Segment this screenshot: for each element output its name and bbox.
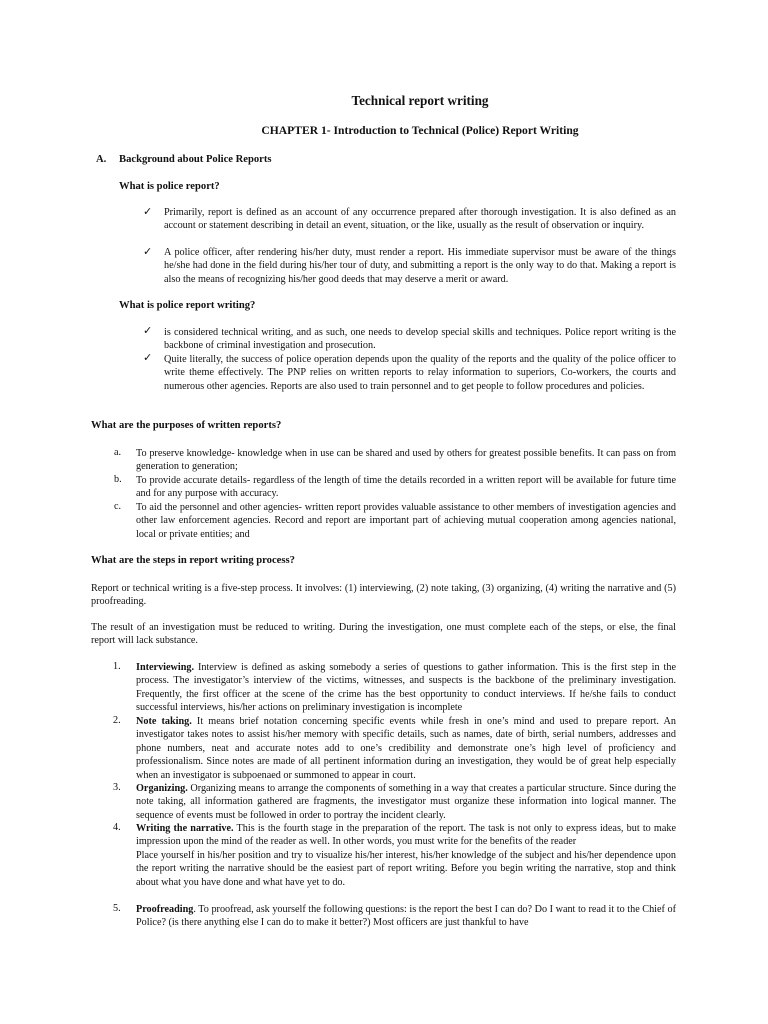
step-writing-narrative: [136, 822, 676, 889]
step-title: Writing the narrative.: [136, 823, 234, 834]
section-a-heading: Background about Police Reports: [119, 154, 272, 165]
step-title: Organizing.: [136, 783, 188, 794]
document-title: Technical report writing: [351, 93, 489, 108]
step-proofreading: [136, 903, 676, 930]
step-number: 3.: [113, 782, 121, 793]
q3-heading: What are the purposes of written reports?: [91, 420, 282, 431]
checkmark-icon: ✓: [143, 246, 153, 258]
q4-heading: What are the steps in report writing process?: [91, 555, 295, 566]
step-text: This is the fourth stage in the preparation of the report. The task is not only to express ideas, but to make impression upon the mind of the reader as well. In other words, you must write for the benefits of the reader: [136, 823, 676, 848]
step-title: Interviewing.: [136, 662, 195, 673]
q1-bullet-1: Primarily, report is defined as an account of any occurrence prepared after thorough investigation. It is also defined as an account or statement describing in detail an event, situation, or the like, usually as the result of observation or inquiry.: [164, 207, 676, 232]
step-text: Organizing means to arrange the components of something in a way that creates a particular structure. Since during the note taking, all information gathered are fragments, the investigator must organize these information into logical manner. The sequence of events must be followed in order to portray the incident clearly.: [136, 783, 676, 821]
step-number: 4.: [113, 822, 121, 833]
step-number: 1.: [113, 661, 121, 672]
section-a-label: A.: [96, 154, 107, 165]
step-organizing: [136, 782, 676, 822]
step-text: It means brief notation concerning specific events while fresh in one’s mind and used to prepare report. An investigator takes notes to assist his/her memory with specific details, such as names, date of birth, serial numbers, addresses and phone numbers, neat and accurate notes add to one’s credibility and demonstrate one’s high level of proficiency and professionalism. Since notes are made of all pertinent information during an investigation, they would be of great help especially when an investigator is subpoenaed or summoned to appear in court.: [136, 716, 676, 781]
step-number: 5.: [113, 903, 121, 914]
step-text: Interview is defined as asking somebody a series of questions to gather information. This is the first step in the process. The investigator’s interview of the victims, witnesses, and suspects is the backbone of the preliminary investigation. Frequently, the first officer at the scene of the crime has the best opportunity to conduct interviews. If he/she fails to conduct successful interviews, his/her actions on preliminary investigation is incomplete: [136, 662, 676, 714]
purpose-label: b.: [114, 474, 122, 485]
step-number: 2.: [113, 715, 121, 726]
step-text: . To proofread, ask yourself the following questions: is the report the best I can do? Do I want to read it to the Chief of Police? (is there anything else I can do to make it better?) Most officers are just thankful to have: [136, 904, 676, 929]
q1-heading: What is police report?: [119, 181, 220, 192]
step-title: Note taking.: [136, 716, 192, 727]
chapter-heading: CHAPTER 1- Introduction to Technical (Police) Report Writing: [261, 124, 579, 137]
step-extra-text: Place yourself in his/her position and try to visualize his/her interest, his/her knowledge of the subject and his/her dependence upon the report writing the narrative should be the easiest part of report writing. Before you begin writing the narrative, stop and think about what you have done and what have yet to do.: [136, 849, 676, 888]
purpose-item-b: To provide accurate details- regardless of the length of time the details recorded in a written report will be available for future time and for any purpose with accuracy.: [136, 475, 676, 500]
steps-intro-paragraph: Report or technical writing is a five-step process. It involves: (1) interviewing, (2) note taking, (3) organizing, (4) writing the narrative and (5) proofreading.: [91, 583, 676, 608]
step-title: Proofreading: [136, 904, 194, 915]
step-note-taking: [136, 715, 676, 782]
investigation-paragraph: The result of an investigation must be reduced to writing. During the investigation, one must complete each of the steps, or else, the final report will lack substance.: [91, 622, 676, 647]
purpose-item-c: To aid the personnel and other agencies- written report provides valuable assistance to other members of investigation agencies and other law enforcement agencies. Record and report are important part of achieving mutual cooperation among agencies national, local or private entities; and: [136, 502, 676, 540]
checkmark-icon: ✓: [143, 206, 153, 218]
purpose-label: c.: [114, 501, 122, 512]
checkmark-icon: ✓: [143, 325, 153, 337]
q1-bullet-2: A police officer, after rendering his/her duty, must render a report. His immediate supervisor must be aware of the things he/she had done in the field during his/her tour of duty, and submitting a report is the only way to do that. Making a report is also the means of recognizing his/her good deeds that may deserve a merit or award.: [164, 247, 676, 285]
purpose-item-a: To preserve knowledge- knowledge when in use can be shared and used by others for greatest possible benefits. It can pass on from generation to generation;: [136, 448, 676, 473]
q2-bullet-1: is considered technical writing, and as such, one needs to develop special skills and techniques. Police report writing is the backbone of criminal investigation and prosecution.: [164, 327, 676, 352]
purpose-label: a.: [114, 447, 122, 458]
q2-heading: What is police report writing?: [119, 300, 256, 311]
checkmark-icon: ✓: [143, 352, 153, 364]
q2-bullet-2: Quite literally, the success of police operation depends upon the quality of the reports and the quality of the police officer to write theme effectively. The PNP relies on written reports to relay information to superiors, Co-workers, the courts and numerous other agencies. Reports are also used to train personnel and to get people to follow procedures and policies.: [164, 354, 676, 392]
